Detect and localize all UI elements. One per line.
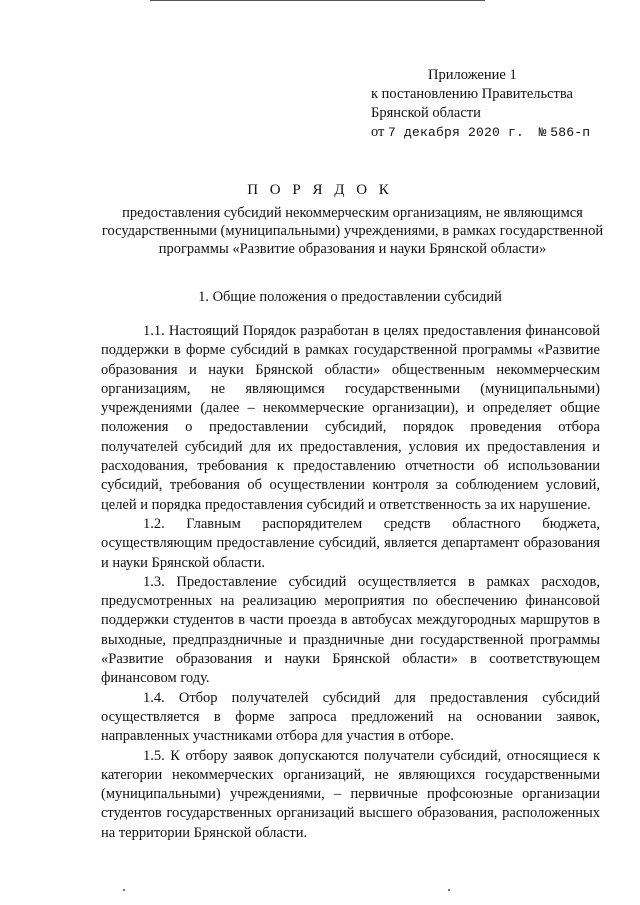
appendix-resolution: к постановлению Правительства: [371, 86, 573, 102]
document-subtitle: предоставления субсидий некоммерческим организациям, не являющимся государственными (муниципальными) учреждениями, в рамках государственной программы «Развитие образования и науки Брянской области»: [101, 205, 604, 257]
scan-speck: [448, 889, 450, 891]
date-stamp: 7 декабря 2020 г.: [388, 125, 525, 140]
appendix-region: Брянской области: [371, 105, 481, 121]
document-body: [101, 322, 600, 843]
paragraph-1-3: 1.3. Предоставление субсидий осуществляется в рамках расходов, предусмотренных на реализацию мероприятия по обеспечению финансовой поддержки студентов в части проезда в автобусах междугородных маршрутов в выходные, предпраздничные и праздничные дни государственной программы «Развитие образования и науки Брянской области» в соответствующем финансовом году.: [101, 573, 600, 687]
scan-speck: [123, 889, 125, 891]
appendix-title: Приложение 1: [428, 67, 517, 83]
document-title: П О Р Я Д О К: [247, 182, 393, 198]
number-stamp: 586-п: [550, 125, 591, 140]
number-prefix: №: [538, 125, 547, 140]
paragraph-1-5: 1.5. К отбору заявок допускаются получатели субсидий, относящиеся к категории некоммерческих организаций, не являющихся государственными (муниципальными) учреждениями, – первичные профсоюзные организации студентов государственных организаций высшего образования, расположенных на территории Брянской области.: [101, 747, 600, 841]
paragraph-1-2: 1.2. Главным распорядителем средств областного бюджета, осуществляющим предоставление субсидий, является департамент образования и науки Брянской области.: [101, 515, 600, 571]
date-prefix: от: [371, 124, 385, 140]
appendix-date-row: [371, 123, 631, 142]
scan-edge-line: [150, 0, 485, 1]
section-heading: 1. Общие положения о предоставлении субсидий: [198, 289, 502, 305]
paragraph-1-1: 1.1. Настоящий Порядок разработан в целях предоставления финансовой поддержки в форме субсидий в рамках государственной программы «Развитие образования и науки Брянской области» общественным некоммерческим организациям, не являющимся государственными (муниципальными) учреждениями (далее – некоммерческие организации), и определяет общие положения о предоставлении субсидий, порядок проведения отбора получателей субсидий для их предоставления, условия их предоставления и расходования, требования к предоставлению отчетности об использовании субсидий, требования об осуществлении контроля за соблюдением условий, целей и порядка предоставления субсидий и ответственность за их нарушение.: [101, 323, 600, 513]
appendix-block: [371, 66, 631, 142]
paragraph-1-4: 1.4. Отбор получателей субсидий для предоставления субсидий осуществляется в форме запроса предложений на основании заявок, направленных участниками отбора для участия в отборе.: [101, 689, 600, 745]
